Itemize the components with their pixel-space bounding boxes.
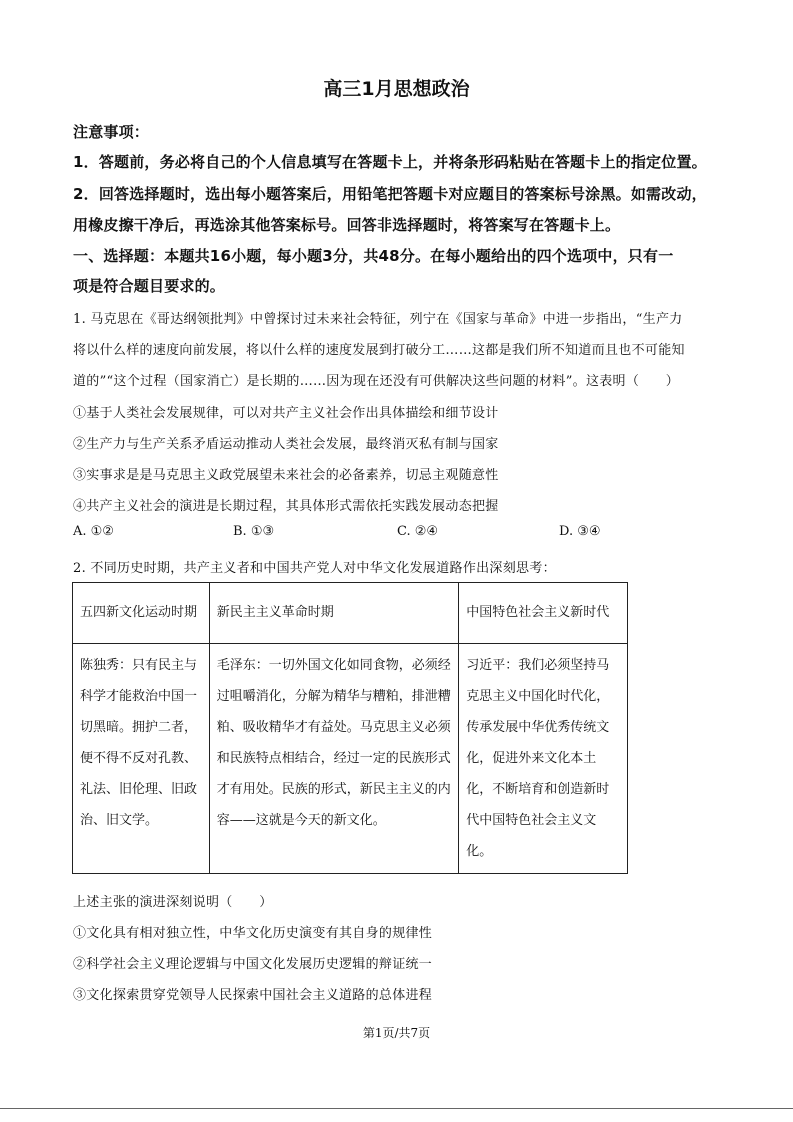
- page-number: 第1页/共7页: [362, 1026, 431, 1040]
- q1-statement-2: ②生产力与生产关系矛盾运动推动人类社会发展，最终消灭私有制与国家: [73, 437, 499, 452]
- q1-option-c[interactable]: C. ②④: [397, 524, 439, 539]
- q1-stem-line-2: 将以什么样的速度向前发展，将以什么样的速度发展到打破分工……这都是我们所不知道而且也不可能知: [73, 343, 685, 358]
- notice-item-2-line-2: 用橡皮擦干净后，再选涂其他答案标号。回答非选择题时，将答案写在答题卡上。: [73, 216, 621, 234]
- section-1-line-1: 一、选择题：本题共16小题，每小题3分，共48分。在每小题给出的四个选项中，只有一: [73, 247, 674, 265]
- table-cell: 习近平：我们必须坚持马克思主义中国化时代化，传承发展中华优秀传统文化，促进外来文化本土化，不断培育和创造新时代中国特色社会主义文化。: [459, 644, 628, 874]
- q2-question: 上述主张的演进深刻说明（ ）: [73, 895, 273, 910]
- q1-statement-1: ①基于人类社会发展规律，可以对共产主义社会作出具体描绘和细节设计: [73, 406, 499, 421]
- table-header-cell: 新民主主义革命时期: [209, 583, 459, 644]
- table-cell: 陈独秀：只有民主与科学才能救治中国一切黑暗。拥护二者，便不得不反对孔教、礼法、旧伦理、旧政治、旧文学。: [73, 644, 210, 874]
- q1-statement-4: ④共产主义社会的演进是长期过程，其具体形式需依托实践发展动态把握: [73, 499, 499, 514]
- q1-option-a[interactable]: A. ①②: [73, 524, 114, 539]
- notice-heading: 注意事项：: [73, 123, 150, 141]
- table-row: [73, 644, 628, 874]
- table-header-cell: 五四新文化运动时期: [73, 583, 210, 644]
- q1-stem-line-1: 1. 马克思在《哥达纲领批判》中曾探讨过未来社会特征，列宁在《国家与革命》中进一步指出，“生产力: [73, 312, 683, 327]
- section-1-line-2: 项是符合题目要求的。: [73, 277, 226, 295]
- bottom-divider: [0, 1108, 793, 1109]
- page-title: 高三1月思想政治: [323, 78, 470, 100]
- notice-item-2-line-1: 2．回答选择题时，选出每小题答案后，用铅笔把答题卡对应题目的答案标号涂黑。如需改动，: [73, 185, 707, 203]
- q1-option-d[interactable]: D. ③④: [559, 524, 601, 539]
- q1-statement-3: ③实事求是是马克思主义政党展望未来社会的必备素养，切忌主观随意性: [73, 468, 499, 483]
- q1-options: [73, 524, 633, 544]
- q2-table: [72, 582, 628, 874]
- table-header-row: [73, 583, 628, 644]
- table-cell: 毛泽东：一切外国文化如同食物，必须经过咀嚼消化，分解为精华与糟粕，排泄糟粕、吸收精华才有益处。马克思主义必须和民族特点相结合，经过一定的民族形式才有用处。民族的形式，新民主主义的内容——这就是今天的新文化。: [209, 644, 459, 874]
- q1-option-b[interactable]: B. ①③: [233, 524, 275, 539]
- q2-statement-2: ②科学社会主义理论逻辑与中国文化发展历史逻辑的辩证统一: [73, 957, 433, 972]
- q2-statement-1: ①文化具有相对独立性，中华文化历史演变有其自身的规律性: [73, 926, 433, 941]
- notice-item-1: 1．答题前，务必将自己的个人信息填写在答题卡上，并将条形码粘贴在答题卡上的指定位置。: [73, 153, 707, 171]
- q2-statement-3: ③文化探索贯穿党领导人民探索中国社会主义道路的总体进程: [73, 988, 433, 1003]
- table-header-cell: 中国特色社会主义新时代: [459, 583, 628, 644]
- q1-stem-line-3: 道的”“这个过程（国家消亡）是长期的……因为现在还没有可供解决这些问题的材料”。这表明（ ）: [73, 374, 680, 389]
- q2-stem: 2. 不同历史时期，共产主义者和中国共产党人对中华文化发展道路作出深刻思考：: [73, 561, 556, 576]
